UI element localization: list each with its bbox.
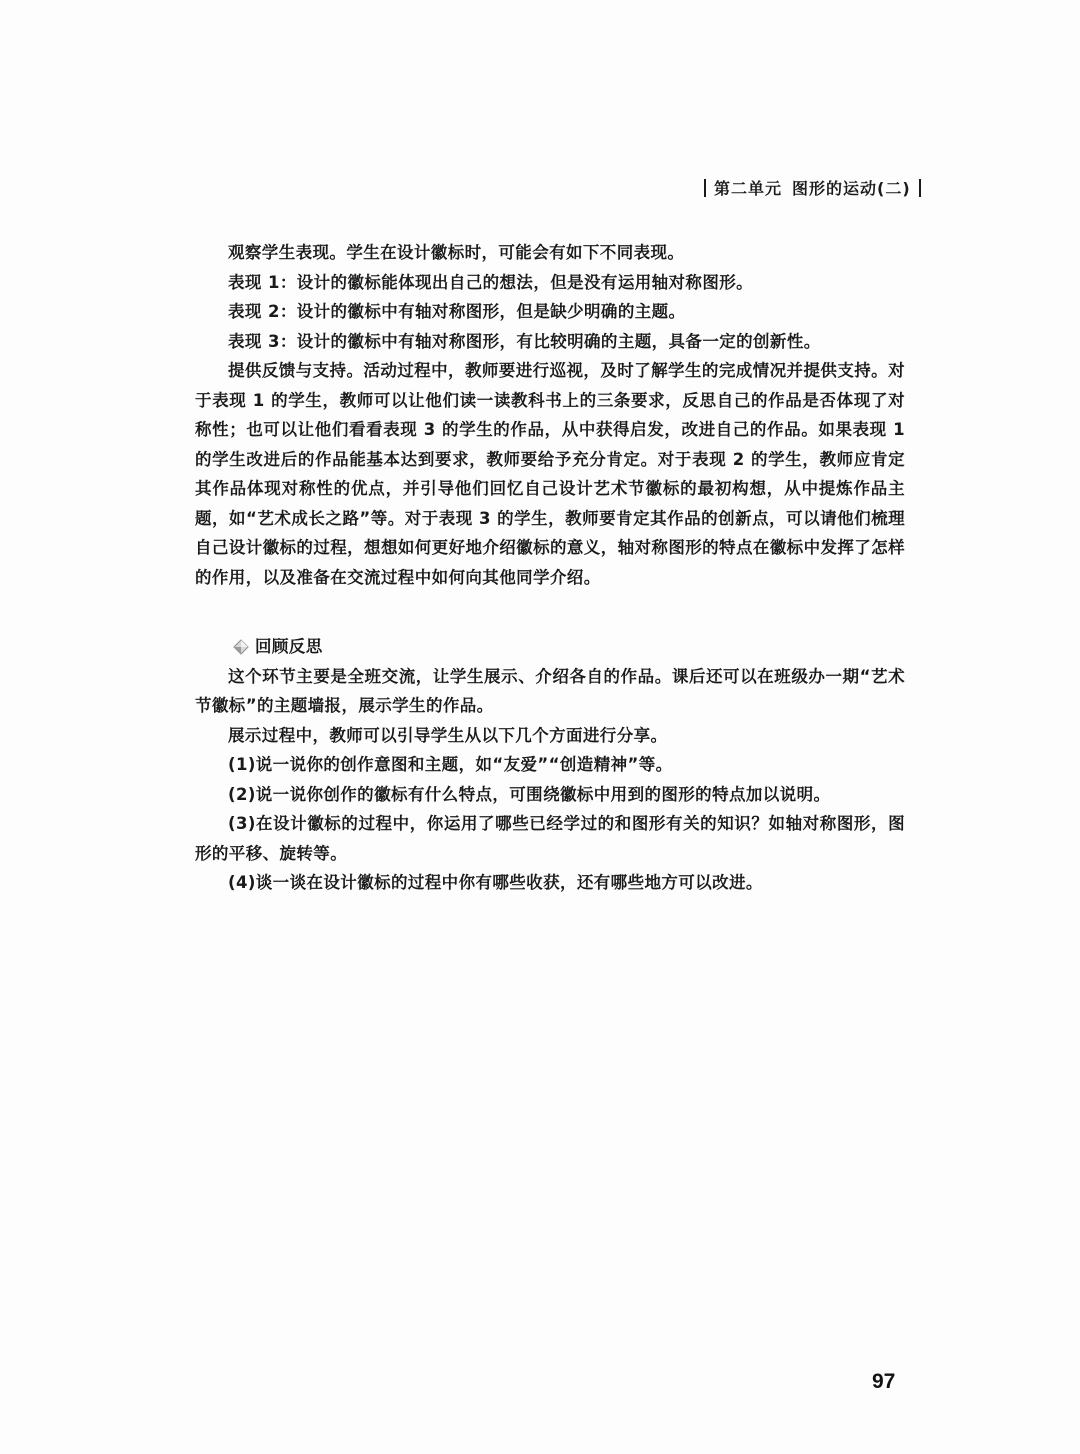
review-heading-text: 回顾反思: [255, 637, 323, 656]
feedback-text: 活动过程中，教师要进行巡视，及时了解学生的完成情况并提供支持。对于表现 1 的学生，教师可以让他们读一读教科书上的三条要求，反思自己的作品是否体现了对称性；也可以让他们看看表现 3 的学生的作品，从中获得启发，改进自己的作品。如果表现 1 的学生改进后的作品能基本达到要求，教师要给予充分肯定。对于表现 2 的学生，教师应肯定其作品体现对称性的优点，并引导他们回忆自己设计艺术节徽标的最初构想，从中提炼作品主题，如“艺术成长之路”等。对于表现 3 的学生，教师要肯定其作品的创新点，可以请他们梳理自己设计徽标的过程，想想如何更好地介绍徽标的意义，轴对称图形的特点在徽标中发挥了怎样的作用，以及准备在交流过程中如何向其他同学介绍。: [195, 361, 905, 587]
observe-text: 学生在设计徽标时，可能会有如下不同表现。: [346, 243, 685, 262]
review-item: (4)谈一谈在设计徽标的过程中你有哪些收获，还有哪些地方可以改进。: [228, 873, 763, 892]
header-divider: [919, 179, 921, 197]
review-intro: 这个环节主要是全班交流，让学生展示、介绍各自的作品。课后还可以在班级办一期“艺术节徽标”的主题墙报，展示学生的作品。: [195, 666, 905, 715]
running-header: [704, 176, 921, 199]
review-item: (3)在设计徽标的过程中，你运用了哪些已经学过的和图形有关的知识？如轴对称图形，图形的平移、旋转等。: [195, 814, 905, 863]
review-item: (2)说一说你创作的徽标有什么特点，可围绕徽标中用到的图形的特点加以说明。: [228, 784, 831, 804]
page-content: [195, 238, 905, 898]
review-heading: [195, 632, 905, 662]
performance-item: 表现 2：设计的徽标中有轴对称图形，但是缺少明确的主题。: [228, 302, 686, 321]
page-number: 97: [872, 1370, 896, 1393]
diamond-icon: [233, 639, 249, 655]
feedback-paragraph: [195, 356, 905, 592]
observe-lead: 观察学生表现。: [228, 243, 347, 262]
performance-item: 表现 3：设计的徽标中有轴对称图形，有比较明确的主题，具备一定的创新性。: [228, 331, 821, 351]
review-guide: 展示过程中，教师可以引导学生从以下几个方面进行分享。: [228, 725, 668, 745]
performance-item: 表现 1：设计的徽标能体现出自己的想法，但是没有运用轴对称图形。: [228, 272, 754, 292]
header-divider: [704, 179, 706, 197]
observe-paragraph: [195, 238, 905, 268]
review-item: (1)说一说你的创作意图和主题，如“友爱”“创造精神”等。: [228, 755, 673, 774]
feedback-lead: 提供反馈与支持。: [228, 361, 364, 380]
unit-label: 第二单元: [714, 179, 783, 198]
topic-label: 图形的运动(二): [792, 179, 911, 198]
